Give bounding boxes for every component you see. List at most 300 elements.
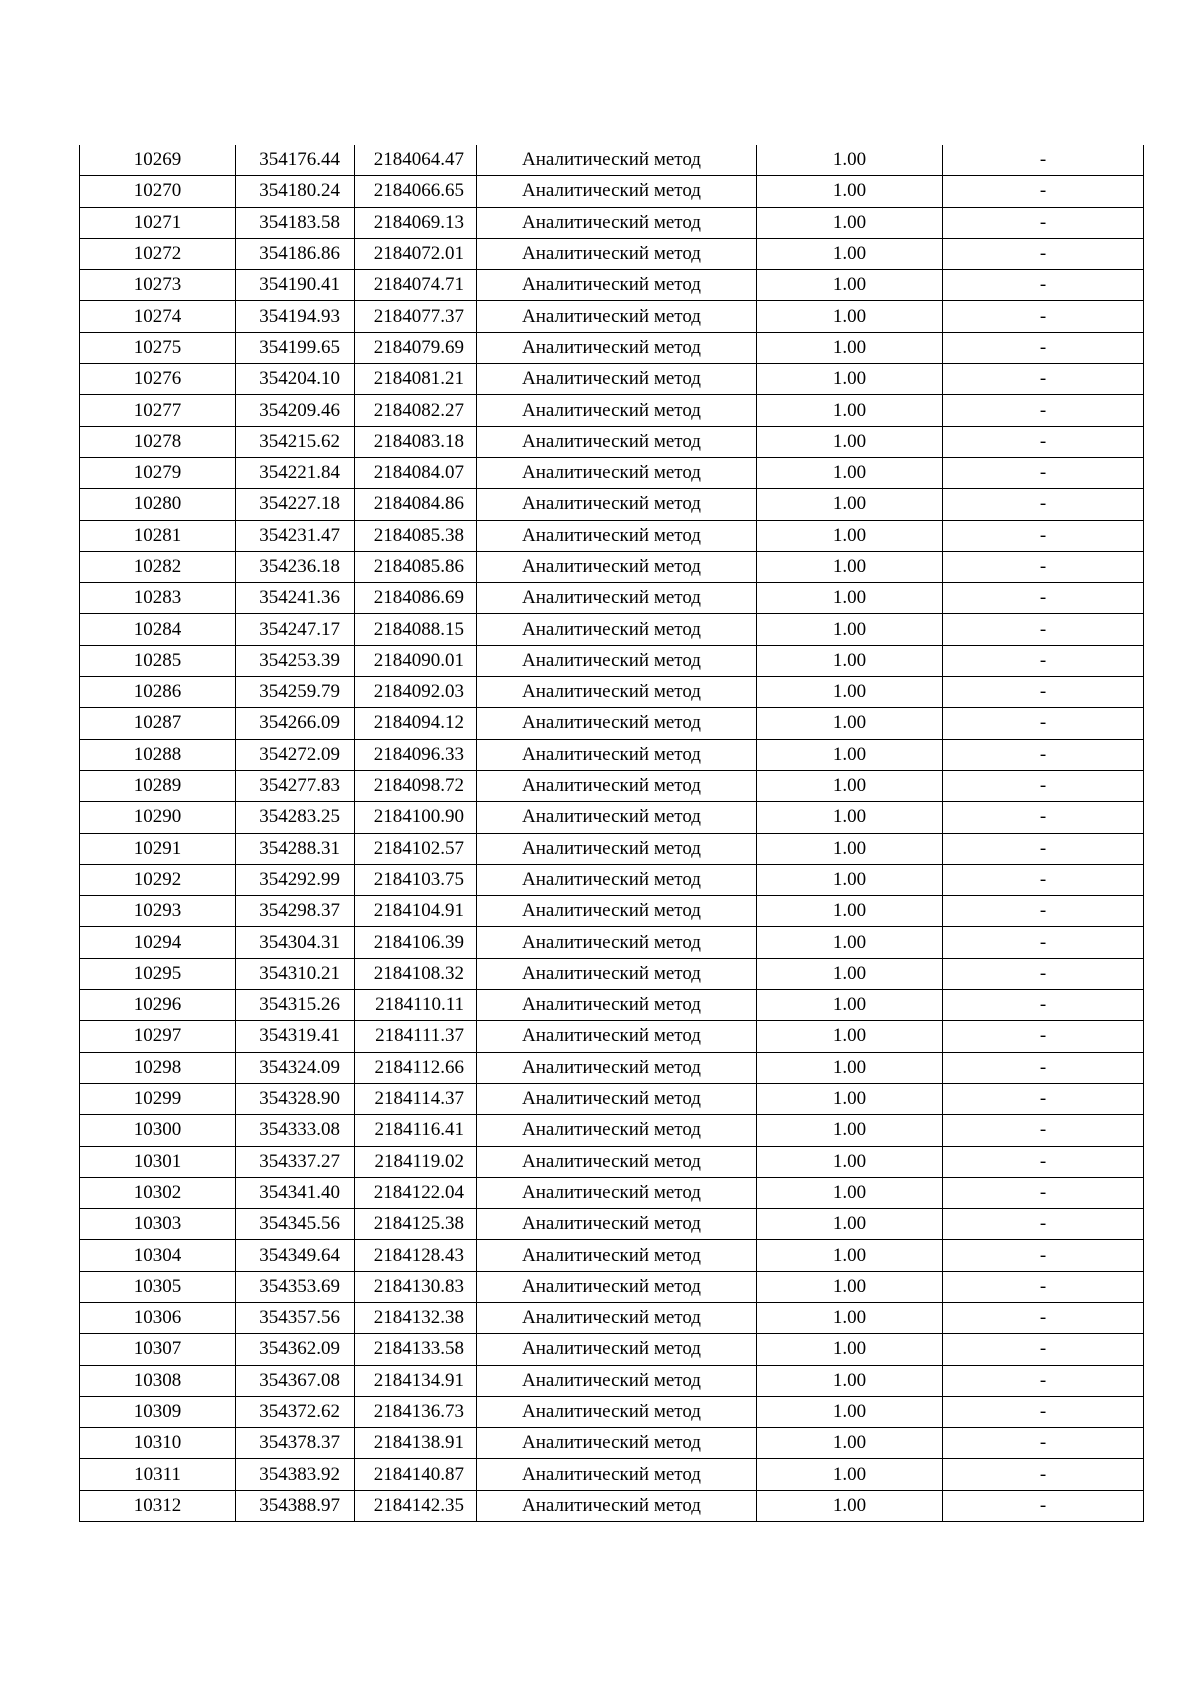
table-row [80, 739, 1144, 770]
accuracy-cell: 1.00 [757, 958, 943, 989]
y-coordinate-cell: 2184084.07 [355, 457, 477, 488]
accuracy-cell: 1.00 [757, 708, 943, 739]
y-coordinate-cell: 2184116.41 [355, 1115, 477, 1146]
y-coordinate-cell: 2184094.12 [355, 708, 477, 739]
accuracy-cell: 1.00 [757, 270, 943, 301]
x-coordinate-cell: 354315.26 [236, 990, 355, 1021]
y-coordinate-cell: 2184100.90 [355, 802, 477, 833]
method-cell: Аналитический метод [477, 520, 757, 551]
y-coordinate-cell: 2184085.86 [355, 551, 477, 582]
table-row [80, 1083, 1144, 1114]
y-coordinate-cell: 2184098.72 [355, 770, 477, 801]
y-coordinate-cell: 2184128.43 [355, 1240, 477, 1271]
method-cell: Аналитический метод [477, 489, 757, 520]
accuracy-cell: 1.00 [757, 1052, 943, 1083]
table-row [80, 238, 1144, 269]
x-coordinate-cell: 354388.97 [236, 1490, 355, 1521]
note-cell: - [943, 896, 1144, 927]
accuracy-cell: 1.00 [757, 677, 943, 708]
note-cell: - [943, 1021, 1144, 1052]
method-cell: Аналитический метод [477, 207, 757, 238]
note-cell: - [943, 583, 1144, 614]
accuracy-cell: 1.00 [757, 896, 943, 927]
point-id-cell: 10286 [80, 677, 236, 708]
accuracy-cell: 1.00 [757, 520, 943, 551]
note-cell: - [943, 457, 1144, 488]
accuracy-cell: 1.00 [757, 238, 943, 269]
x-coordinate-cell: 354186.86 [236, 238, 355, 269]
x-coordinate-cell: 354236.18 [236, 551, 355, 582]
note-cell: - [943, 990, 1144, 1021]
point-id-cell: 10312 [80, 1490, 236, 1521]
coordinates-table [79, 145, 1144, 1522]
x-coordinate-cell: 354357.56 [236, 1302, 355, 1333]
table-row [80, 770, 1144, 801]
accuracy-cell: 1.00 [757, 1240, 943, 1271]
point-id-cell: 10295 [80, 958, 236, 989]
point-id-cell: 10294 [80, 927, 236, 958]
y-coordinate-cell: 2184133.58 [355, 1334, 477, 1365]
x-coordinate-cell: 354298.37 [236, 896, 355, 927]
table-row [80, 1428, 1144, 1459]
method-cell: Аналитический метод [477, 145, 757, 176]
point-id-cell: 10290 [80, 802, 236, 833]
table-row [80, 1271, 1144, 1302]
method-cell: Аналитический метод [477, 833, 757, 864]
accuracy-cell: 1.00 [757, 301, 943, 332]
y-coordinate-cell: 2184088.15 [355, 614, 477, 645]
table-row [80, 677, 1144, 708]
method-cell: Аналитический метод [477, 739, 757, 770]
x-coordinate-cell: 354231.47 [236, 520, 355, 551]
method-cell: Аналитический метод [477, 364, 757, 395]
note-cell: - [943, 927, 1144, 958]
note-cell: - [943, 426, 1144, 457]
x-coordinate-cell: 354310.21 [236, 958, 355, 989]
method-cell: Аналитический метод [477, 1083, 757, 1114]
accuracy-cell: 1.00 [757, 1177, 943, 1208]
method-cell: Аналитический метод [477, 1365, 757, 1396]
y-coordinate-cell: 2184104.91 [355, 896, 477, 927]
table-row [80, 1365, 1144, 1396]
table-row [80, 1052, 1144, 1083]
note-cell: - [943, 770, 1144, 801]
table-row [80, 1240, 1144, 1271]
note-cell: - [943, 520, 1144, 551]
accuracy-cell: 1.00 [757, 739, 943, 770]
accuracy-cell: 1.00 [757, 990, 943, 1021]
point-id-cell: 10272 [80, 238, 236, 269]
method-cell: Аналитический метод [477, 1021, 757, 1052]
table-row [80, 426, 1144, 457]
method-cell: Аналитический метод [477, 1240, 757, 1271]
point-id-cell: 10296 [80, 990, 236, 1021]
accuracy-cell: 1.00 [757, 1334, 943, 1365]
accuracy-cell: 1.00 [757, 583, 943, 614]
point-id-cell: 10282 [80, 551, 236, 582]
note-cell: - [943, 395, 1144, 426]
method-cell: Аналитический метод [477, 990, 757, 1021]
table-row [80, 1146, 1144, 1177]
point-id-cell: 10304 [80, 1240, 236, 1271]
point-id-cell: 10275 [80, 332, 236, 363]
method-cell: Аналитический метод [477, 708, 757, 739]
y-coordinate-cell: 2184072.01 [355, 238, 477, 269]
accuracy-cell: 1.00 [757, 1365, 943, 1396]
accuracy-cell: 1.00 [757, 207, 943, 238]
x-coordinate-cell: 354319.41 [236, 1021, 355, 1052]
table-row [80, 1115, 1144, 1146]
note-cell: - [943, 739, 1144, 770]
x-coordinate-cell: 354283.25 [236, 802, 355, 833]
accuracy-cell: 1.00 [757, 1490, 943, 1521]
x-coordinate-cell: 354190.41 [236, 270, 355, 301]
table-row [80, 270, 1144, 301]
table-row [80, 1021, 1144, 1052]
y-coordinate-cell: 2184125.38 [355, 1209, 477, 1240]
table-row [80, 645, 1144, 676]
note-cell: - [943, 958, 1144, 989]
note-cell: - [943, 1052, 1144, 1083]
point-id-cell: 10270 [80, 176, 236, 207]
note-cell: - [943, 1334, 1144, 1365]
y-coordinate-cell: 2184142.35 [355, 1490, 477, 1521]
table-row [80, 1302, 1144, 1333]
y-coordinate-cell: 2184136.73 [355, 1396, 477, 1427]
method-cell: Аналитический метод [477, 270, 757, 301]
accuracy-cell: 1.00 [757, 1302, 943, 1333]
point-id-cell: 10292 [80, 864, 236, 895]
x-coordinate-cell: 354277.83 [236, 770, 355, 801]
accuracy-cell: 1.00 [757, 332, 943, 363]
table-row [80, 520, 1144, 551]
note-cell: - [943, 238, 1144, 269]
method-cell: Аналитический метод [477, 896, 757, 927]
table-row [80, 802, 1144, 833]
accuracy-cell: 1.00 [757, 1115, 943, 1146]
point-id-cell: 10302 [80, 1177, 236, 1208]
method-cell: Аналитический метод [477, 1459, 757, 1490]
x-coordinate-cell: 354378.37 [236, 1428, 355, 1459]
note-cell: - [943, 802, 1144, 833]
point-id-cell: 10279 [80, 457, 236, 488]
accuracy-cell: 1.00 [757, 802, 943, 833]
point-id-cell: 10311 [80, 1459, 236, 1490]
note-cell: - [943, 1302, 1144, 1333]
y-coordinate-cell: 2184111.37 [355, 1021, 477, 1052]
point-id-cell: 10301 [80, 1146, 236, 1177]
y-coordinate-cell: 2184138.91 [355, 1428, 477, 1459]
accuracy-cell: 1.00 [757, 833, 943, 864]
x-coordinate-cell: 354209.46 [236, 395, 355, 426]
method-cell: Аналитический метод [477, 1396, 757, 1427]
table-row [80, 207, 1144, 238]
note-cell: - [943, 1083, 1144, 1114]
point-id-cell: 10269 [80, 145, 236, 176]
x-coordinate-cell: 354215.62 [236, 426, 355, 457]
point-id-cell: 10285 [80, 645, 236, 676]
x-coordinate-cell: 354194.93 [236, 301, 355, 332]
y-coordinate-cell: 2184132.38 [355, 1302, 477, 1333]
table-row [80, 551, 1144, 582]
point-id-cell: 10310 [80, 1428, 236, 1459]
table-row [80, 864, 1144, 895]
point-id-cell: 10289 [80, 770, 236, 801]
accuracy-cell: 1.00 [757, 489, 943, 520]
accuracy-cell: 1.00 [757, 395, 943, 426]
method-cell: Аналитический метод [477, 301, 757, 332]
method-cell: Аналитический метод [477, 645, 757, 676]
method-cell: Аналитический метод [477, 395, 757, 426]
accuracy-cell: 1.00 [757, 426, 943, 457]
table-row [80, 145, 1144, 176]
x-coordinate-cell: 354259.79 [236, 677, 355, 708]
x-coordinate-cell: 354345.56 [236, 1209, 355, 1240]
accuracy-cell: 1.00 [757, 864, 943, 895]
method-cell: Аналитический метод [477, 1490, 757, 1521]
x-coordinate-cell: 354227.18 [236, 489, 355, 520]
y-coordinate-cell: 2184092.03 [355, 677, 477, 708]
x-coordinate-cell: 354362.09 [236, 1334, 355, 1365]
note-cell: - [943, 1177, 1144, 1208]
method-cell: Аналитический метод [477, 1209, 757, 1240]
table-row [80, 1459, 1144, 1490]
point-id-cell: 10300 [80, 1115, 236, 1146]
point-id-cell: 10306 [80, 1302, 236, 1333]
y-coordinate-cell: 2184096.33 [355, 739, 477, 770]
y-coordinate-cell: 2184114.37 [355, 1083, 477, 1114]
x-coordinate-cell: 354288.31 [236, 833, 355, 864]
accuracy-cell: 1.00 [757, 1271, 943, 1302]
method-cell: Аналитический метод [477, 958, 757, 989]
y-coordinate-cell: 2184064.47 [355, 145, 477, 176]
accuracy-cell: 1.00 [757, 457, 943, 488]
note-cell: - [943, 708, 1144, 739]
method-cell: Аналитический метод [477, 802, 757, 833]
y-coordinate-cell: 2184085.38 [355, 520, 477, 551]
note-cell: - [943, 645, 1144, 676]
method-cell: Аналитический метод [477, 583, 757, 614]
x-coordinate-cell: 354328.90 [236, 1083, 355, 1114]
note-cell: - [943, 551, 1144, 582]
point-id-cell: 10280 [80, 489, 236, 520]
table-row [80, 489, 1144, 520]
y-coordinate-cell: 2184106.39 [355, 927, 477, 958]
table-row [80, 1334, 1144, 1365]
table-row [80, 614, 1144, 645]
y-coordinate-cell: 2184081.21 [355, 364, 477, 395]
point-id-cell: 10276 [80, 364, 236, 395]
x-coordinate-cell: 354204.10 [236, 364, 355, 395]
note-cell: - [943, 270, 1144, 301]
y-coordinate-cell: 2184122.04 [355, 1177, 477, 1208]
y-coordinate-cell: 2184110.11 [355, 990, 477, 1021]
y-coordinate-cell: 2184134.91 [355, 1365, 477, 1396]
note-cell: - [943, 1146, 1144, 1177]
method-cell: Аналитический метод [477, 176, 757, 207]
accuracy-cell: 1.00 [757, 1146, 943, 1177]
x-coordinate-cell: 354241.36 [236, 583, 355, 614]
method-cell: Аналитический метод [477, 1052, 757, 1083]
note-cell: - [943, 176, 1144, 207]
x-coordinate-cell: 354183.58 [236, 207, 355, 238]
method-cell: Аналитический метод [477, 1271, 757, 1302]
y-coordinate-cell: 2184103.75 [355, 864, 477, 895]
x-coordinate-cell: 354367.08 [236, 1365, 355, 1396]
accuracy-cell: 1.00 [757, 364, 943, 395]
point-id-cell: 10293 [80, 896, 236, 927]
x-coordinate-cell: 354292.99 [236, 864, 355, 895]
table-row [80, 1177, 1144, 1208]
point-id-cell: 10297 [80, 1021, 236, 1052]
accuracy-cell: 1.00 [757, 176, 943, 207]
point-id-cell: 10281 [80, 520, 236, 551]
y-coordinate-cell: 2184066.65 [355, 176, 477, 207]
note-cell: - [943, 1428, 1144, 1459]
x-coordinate-cell: 354304.31 [236, 927, 355, 958]
point-id-cell: 10307 [80, 1334, 236, 1365]
accuracy-cell: 1.00 [757, 1021, 943, 1052]
point-id-cell: 10273 [80, 270, 236, 301]
x-coordinate-cell: 354353.69 [236, 1271, 355, 1302]
method-cell: Аналитический метод [477, 457, 757, 488]
table-body [80, 145, 1144, 1522]
point-id-cell: 10291 [80, 833, 236, 864]
method-cell: Аналитический метод [477, 677, 757, 708]
point-id-cell: 10298 [80, 1052, 236, 1083]
note-cell: - [943, 864, 1144, 895]
x-coordinate-cell: 354221.84 [236, 457, 355, 488]
table-row [80, 958, 1144, 989]
y-coordinate-cell: 2184130.83 [355, 1271, 477, 1302]
note-cell: - [943, 1271, 1144, 1302]
accuracy-cell: 1.00 [757, 614, 943, 645]
x-coordinate-cell: 354333.08 [236, 1115, 355, 1146]
method-cell: Аналитический метод [477, 1146, 757, 1177]
note-cell: - [943, 1209, 1144, 1240]
table-row [80, 708, 1144, 739]
method-cell: Аналитический метод [477, 1177, 757, 1208]
method-cell: Аналитический метод [477, 1115, 757, 1146]
method-cell: Аналитический метод [477, 1334, 757, 1365]
note-cell: - [943, 833, 1144, 864]
point-id-cell: 10278 [80, 426, 236, 457]
method-cell: Аналитический метод [477, 864, 757, 895]
x-coordinate-cell: 354324.09 [236, 1052, 355, 1083]
note-cell: - [943, 1396, 1144, 1427]
accuracy-cell: 1.00 [757, 645, 943, 676]
note-cell: - [943, 1240, 1144, 1271]
accuracy-cell: 1.00 [757, 770, 943, 801]
x-coordinate-cell: 354180.24 [236, 176, 355, 207]
y-coordinate-cell: 2184102.57 [355, 833, 477, 864]
y-coordinate-cell: 2184077.37 [355, 301, 477, 332]
y-coordinate-cell: 2184112.66 [355, 1052, 477, 1083]
method-cell: Аналитический метод [477, 927, 757, 958]
table-row [80, 301, 1144, 332]
table-row [80, 1209, 1144, 1240]
point-id-cell: 10308 [80, 1365, 236, 1396]
point-id-cell: 10287 [80, 708, 236, 739]
note-cell: - [943, 364, 1144, 395]
x-coordinate-cell: 354199.65 [236, 332, 355, 363]
method-cell: Аналитический метод [477, 426, 757, 457]
x-coordinate-cell: 354253.39 [236, 645, 355, 676]
accuracy-cell: 1.00 [757, 551, 943, 582]
method-cell: Аналитический метод [477, 614, 757, 645]
point-id-cell: 10299 [80, 1083, 236, 1114]
x-coordinate-cell: 354372.62 [236, 1396, 355, 1427]
point-id-cell: 10277 [80, 395, 236, 426]
method-cell: Аналитический метод [477, 551, 757, 582]
y-coordinate-cell: 2184074.71 [355, 270, 477, 301]
note-cell: - [943, 1490, 1144, 1521]
point-id-cell: 10271 [80, 207, 236, 238]
y-coordinate-cell: 2184079.69 [355, 332, 477, 363]
accuracy-cell: 1.00 [757, 1428, 943, 1459]
method-cell: Аналитический метод [477, 238, 757, 269]
point-id-cell: 10288 [80, 739, 236, 770]
note-cell: - [943, 145, 1144, 176]
x-coordinate-cell: 354349.64 [236, 1240, 355, 1271]
note-cell: - [943, 1459, 1144, 1490]
x-coordinate-cell: 354176.44 [236, 145, 355, 176]
table-row [80, 833, 1144, 864]
note-cell: - [943, 677, 1144, 708]
point-id-cell: 10309 [80, 1396, 236, 1427]
method-cell: Аналитический метод [477, 1302, 757, 1333]
accuracy-cell: 1.00 [757, 145, 943, 176]
accuracy-cell: 1.00 [757, 1459, 943, 1490]
y-coordinate-cell: 2184090.01 [355, 645, 477, 676]
point-id-cell: 10303 [80, 1209, 236, 1240]
x-coordinate-cell: 354272.09 [236, 739, 355, 770]
accuracy-cell: 1.00 [757, 1209, 943, 1240]
table-row [80, 896, 1144, 927]
table-row [80, 364, 1144, 395]
note-cell: - [943, 1365, 1144, 1396]
y-coordinate-cell: 2184108.32 [355, 958, 477, 989]
table-row [80, 332, 1144, 363]
table-row [80, 1490, 1144, 1521]
table-row [80, 927, 1144, 958]
y-coordinate-cell: 2184069.13 [355, 207, 477, 238]
y-coordinate-cell: 2184086.69 [355, 583, 477, 614]
table-row [80, 583, 1144, 614]
y-coordinate-cell: 2184083.18 [355, 426, 477, 457]
table-row [80, 395, 1144, 426]
table-row [80, 990, 1144, 1021]
x-coordinate-cell: 354337.27 [236, 1146, 355, 1177]
method-cell: Аналитический метод [477, 770, 757, 801]
x-coordinate-cell: 354341.40 [236, 1177, 355, 1208]
note-cell: - [943, 207, 1144, 238]
note-cell: - [943, 301, 1144, 332]
y-coordinate-cell: 2184119.02 [355, 1146, 477, 1177]
y-coordinate-cell: 2184140.87 [355, 1459, 477, 1490]
y-coordinate-cell: 2184084.86 [355, 489, 477, 520]
x-coordinate-cell: 354383.92 [236, 1459, 355, 1490]
point-id-cell: 10284 [80, 614, 236, 645]
table-row [80, 176, 1144, 207]
point-id-cell: 10283 [80, 583, 236, 614]
accuracy-cell: 1.00 [757, 1083, 943, 1114]
note-cell: - [943, 1115, 1144, 1146]
x-coordinate-cell: 354266.09 [236, 708, 355, 739]
y-coordinate-cell: 2184082.27 [355, 395, 477, 426]
note-cell: - [943, 332, 1144, 363]
note-cell: - [943, 489, 1144, 520]
